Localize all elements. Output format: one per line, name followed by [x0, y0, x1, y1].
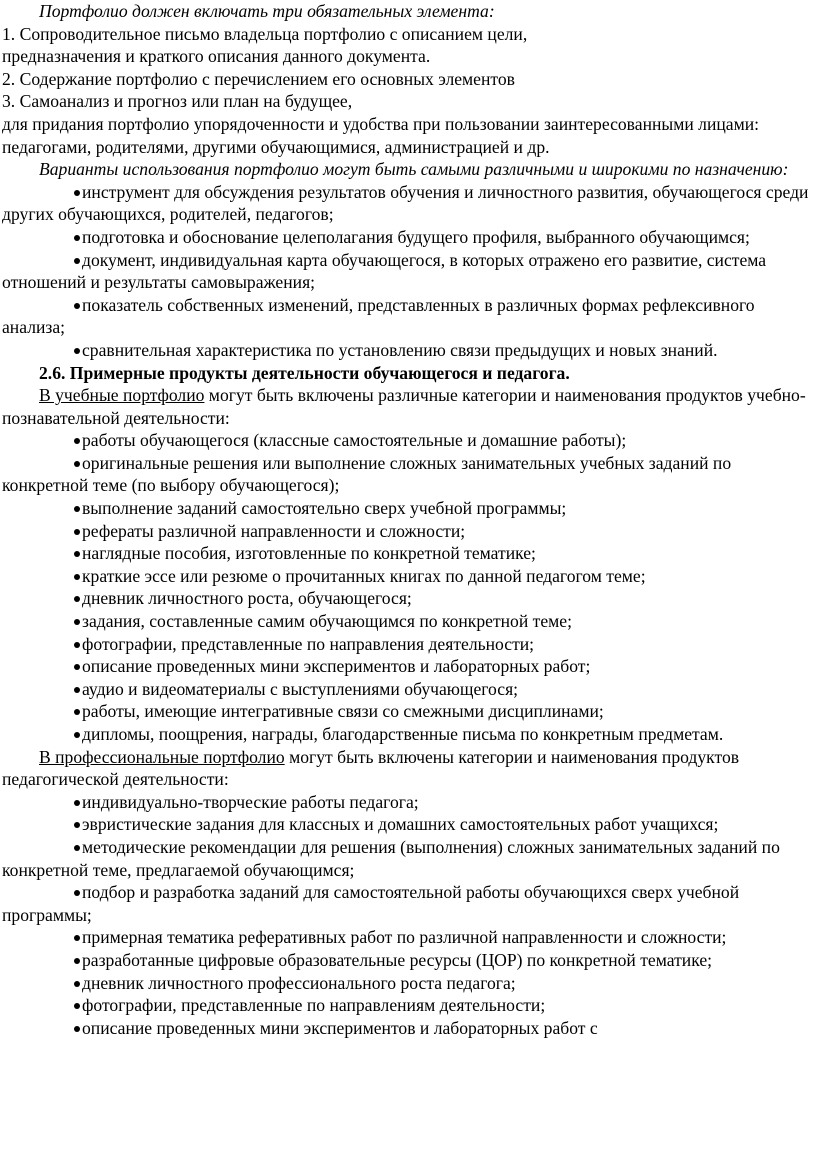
list-item: фотографии, представленные по направлениям деятельности; — [2, 994, 814, 1017]
bullet-icon — [74, 461, 80, 467]
list-item: подбор и разработка заданий для самостоятельной работы обучающихся сверх учебной программы; — [2, 882, 740, 925]
intro-line-3: 2. Содержание портфолио с перечислением его основных элементов — [2, 68, 515, 89]
bullet-icon — [74, 1026, 80, 1032]
list-item: эвристические задания для классных и домашних самостоятельных работ учащихся; — [2, 813, 814, 836]
teacher-lead — [2, 746, 814, 791]
bullet-icon — [74, 438, 80, 444]
student-lead-underlined: В учебные портфолио — [39, 385, 205, 406]
list-item: описание проведенных мини экспериментов и лабораторных работ с — [2, 1017, 814, 1040]
bullet-icon — [74, 574, 80, 580]
bullet-icon — [74, 981, 80, 987]
teacher-list — [2, 791, 814, 1040]
student-list — [2, 429, 814, 745]
intro-line-4: 3. Самоанализ и прогноз или план на будущее, — [2, 91, 353, 112]
list-item: задания, составленные самим обучающимся по конкретной теме; — [2, 610, 814, 633]
teacher-lead-rest: могут быть включены категории и наименования продуктов педагогической деятельности: — [2, 746, 740, 790]
intro-line-5: для придания портфолио упорядоченности и удобства при пользовании заинтересованными лицами: педагогами, родителями, другими обучающимися, администрацией и др. — [2, 113, 760, 157]
bullet-icon — [74, 958, 80, 964]
bullet-icon — [74, 890, 80, 896]
list-item: дипломы, поощрения, награды, благодарственные письма по конкретным предметам. — [2, 723, 814, 746]
bullet-icon — [74, 551, 80, 557]
bullet-icon — [74, 258, 80, 264]
list-item: аудио и видеоматериалы с выступлениями обучающегося; — [2, 678, 814, 701]
intro-heading: Портфолио должен включать три обязательных элемента: — [39, 1, 495, 21]
bullet-icon — [74, 664, 80, 670]
bullet-icon — [74, 732, 80, 738]
list-item: оригинальные решения или выполнение сложных занимательных учебных заданий по конкретной теме (по выбору обучающегося); — [2, 452, 732, 496]
bullet-icon — [74, 935, 80, 941]
list-item: описание проведенных мини экспериментов и лабораторных работ; — [2, 655, 814, 678]
bullet-icon — [74, 506, 80, 512]
usage-list — [2, 181, 814, 362]
list-item: дневник личностного профессионального роста педагога; — [2, 972, 814, 995]
bullet-icon — [74, 687, 80, 693]
bullet-icon — [74, 619, 80, 625]
bullet-icon — [74, 596, 80, 602]
list-item: документ, индивидуальная карта обучающегося, в которых отражено его развитие, система отношений и результаты самовыражения; — [2, 249, 767, 293]
bullet-icon — [74, 1003, 80, 1009]
intro-line-1: 1. Сопроводительное письмо владельца портфолио с описанием цели, — [2, 23, 528, 44]
list-item: работы, имеющие интегративные связи со смежными дисциплинами; — [2, 700, 814, 723]
usage-heading: Варианты использования портфолио могут быть самыми различными и широкими по назначению: — [39, 159, 789, 180]
list-item: рефераты различной направленности и сложности; — [2, 520, 814, 543]
bullet-icon — [74, 709, 80, 715]
teacher-lead-underlined: В профессиональные портфолио — [39, 746, 285, 767]
list-item: наглядные пособия, изготовленные по конкретной тематике; — [2, 542, 814, 565]
bullet-icon — [74, 822, 80, 828]
list-item: выполнение заданий самостоятельно сверх учебной программы; — [2, 497, 814, 520]
list-item: показатель собственных изменений, представленных в различных формах рефлексивного анализа; — [2, 294, 755, 338]
bullet-icon — [74, 190, 80, 196]
list-item: дневник личностного роста, обучающегося; — [2, 587, 814, 610]
intro-line-2: предназначения и краткого описания данного документа. — [2, 46, 431, 67]
list-item: работы обучающегося (классные самостоятельные и домашние работы); — [2, 429, 814, 452]
bullet-icon — [74, 348, 80, 354]
bullet-icon — [74, 529, 80, 535]
list-item: сравнительная характеристика по установлению связи предыдущих и новых знаний. — [2, 339, 814, 362]
list-item: фотографии, представленные по направления деятельности; — [2, 633, 814, 656]
list-item: методические рекомендации для решения (выполнения) сложных занимательных заданий по конкретной теме, предлагаемой обучающимся; — [2, 836, 780, 880]
list-item: примерная тематика реферативных работ по различной направленности и сложности; — [2, 926, 814, 949]
bullet-icon — [74, 642, 80, 648]
list-item: индивидуально-творческие работы педагога; — [2, 791, 814, 814]
student-lead-rest: могут быть включены различные категории и наименования продуктов учебно-познавательной деятельности: — [2, 385, 806, 428]
section-title: 2.6. Примерные продукты деятельности обучающегося и педагога. — [39, 362, 570, 383]
list-item: инструмент для обсуждения результатов обучения и личностного развития, обучающегося среди других обучающихся, родителей, педагогов; — [2, 181, 809, 225]
bullet-icon — [74, 303, 80, 309]
list-item: подготовка и обоснование целеполагания будущего профиля, выбранного обучающимся; — [2, 226, 814, 249]
student-lead — [2, 384, 814, 429]
bullet-icon — [74, 800, 80, 806]
bullet-icon — [74, 845, 80, 851]
list-item: разработанные цифровые образовательные ресурсы (ЦОР) по конкретной тематике; — [2, 949, 814, 972]
bullet-icon — [74, 235, 80, 241]
list-item: краткие эссе или резюме о прочитанных книгах по данной педагогом теме; — [2, 565, 814, 588]
